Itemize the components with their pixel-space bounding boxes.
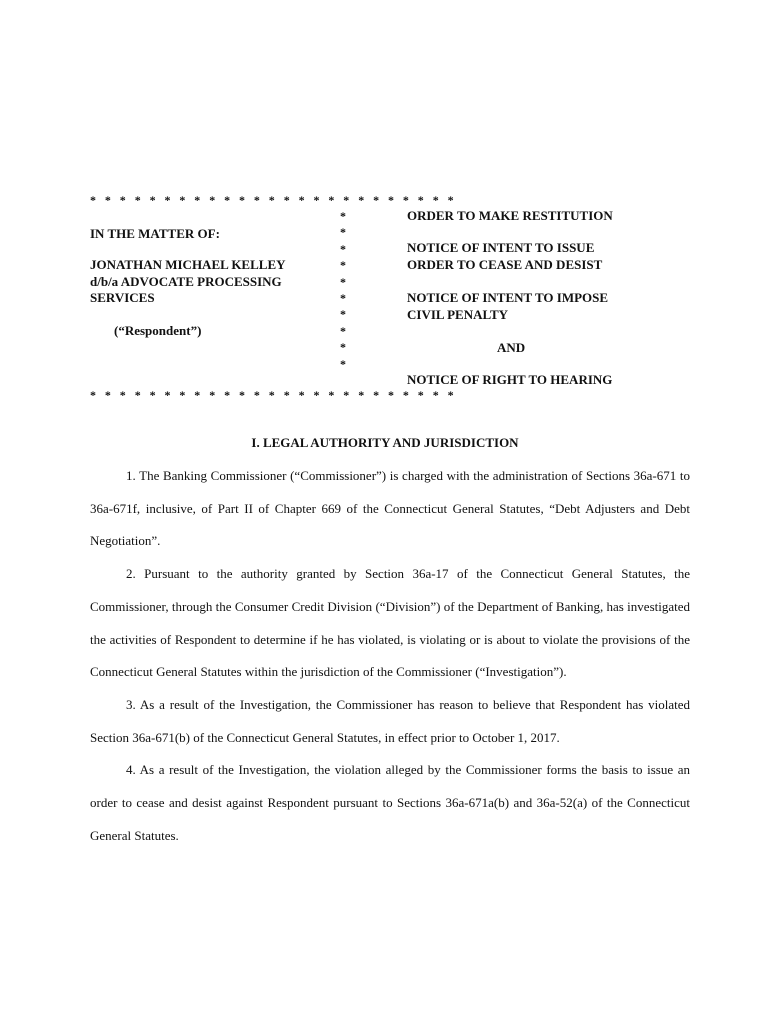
respondent-line: d/b/a ADVOCATE PROCESSING: [90, 273, 282, 289]
section-heading: I. LEGAL AUTHORITY AND JURISDICTION: [251, 435, 519, 450]
star: *: [340, 291, 346, 306]
paragraph-4: 4. As a result of the Investigation, the violation alleged by the Commissioner forms the basis to issue an order to cease and desist against Respondent pursuant to Sections 36a-671a(b) and 36a-52(a) of the Connecticut General Statutes.: [90, 762, 690, 843]
notice-order-restitution: ORDER TO MAKE RESTITUTION: [407, 208, 613, 223]
notice-right-to-hearing: NOTICE OF RIGHT TO HEARING: [407, 372, 613, 387]
notice-line: NOTICE OF INTENT TO ISSUE: [407, 240, 595, 255]
respondent-line: JONATHAN MICHAEL KELLEY: [90, 257, 286, 272]
notice-and-connector: AND: [497, 340, 526, 355]
notice-line: ORDER TO CEASE AND DESIST: [407, 256, 603, 272]
notice-civil-penalty: [407, 290, 608, 323]
notice-cease-desist: [407, 240, 602, 273]
notice-line: CIVIL PENALTY: [407, 306, 509, 322]
star: *: [340, 307, 346, 322]
star: *: [340, 241, 346, 256]
respondent-line: SERVICES: [90, 290, 155, 305]
matter-label: IN THE MATTER OF:: [90, 226, 220, 241]
respondent-name-block: [90, 257, 286, 307]
respondent-tag: (“Respondent”): [114, 323, 202, 338]
star: *: [340, 274, 346, 289]
notice-line: NOTICE OF INTENT TO IMPOSE: [407, 290, 609, 305]
section-body: [90, 460, 690, 852]
star: *: [340, 209, 346, 223]
caption-star-column: [338, 208, 348, 372]
star: *: [340, 356, 346, 371]
paragraph-3: 3. As a result of the Investigation, the Commissioner has reason to believe that Respondent has violated Section 36a-671(b) of the Connecticut General Statutes, in effect prior to October 1, 2017.: [90, 696, 690, 745]
star: *: [340, 225, 346, 240]
paragraph-2: 2. Pursuant to the authority granted by Section 36a-17 of the Connecticut General Statutes, the Commissioner, through the Consumer Credit Division (“Division”) of the Department of Banking, has investigated the activities of Respondent to determine if he has violated, is violating or is about to violate the provisions of the Connecticut General Statutes within the jurisdiction of the Commissioner (“Investigation”).: [90, 566, 690, 680]
caption-top-star-rule: * * * * * * * * * * * * * * * * * * * * * * * * *: [90, 193, 457, 207]
star: *: [340, 323, 346, 338]
star: *: [340, 340, 346, 355]
paragraph-1: 1. The Banking Commissioner (“Commissioner”) is charged with the administration of Sections 36a-671 to 36a-671f, inclusive, of Part II of Chapter 669 of the Connecticut General Statutes, “Debt Adjusters and Debt Negotiation”.: [90, 468, 690, 549]
caption-bottom-star-rule: * * * * * * * * * * * * * * * * * * * * * * * * *: [90, 388, 457, 402]
star: *: [340, 258, 346, 273]
